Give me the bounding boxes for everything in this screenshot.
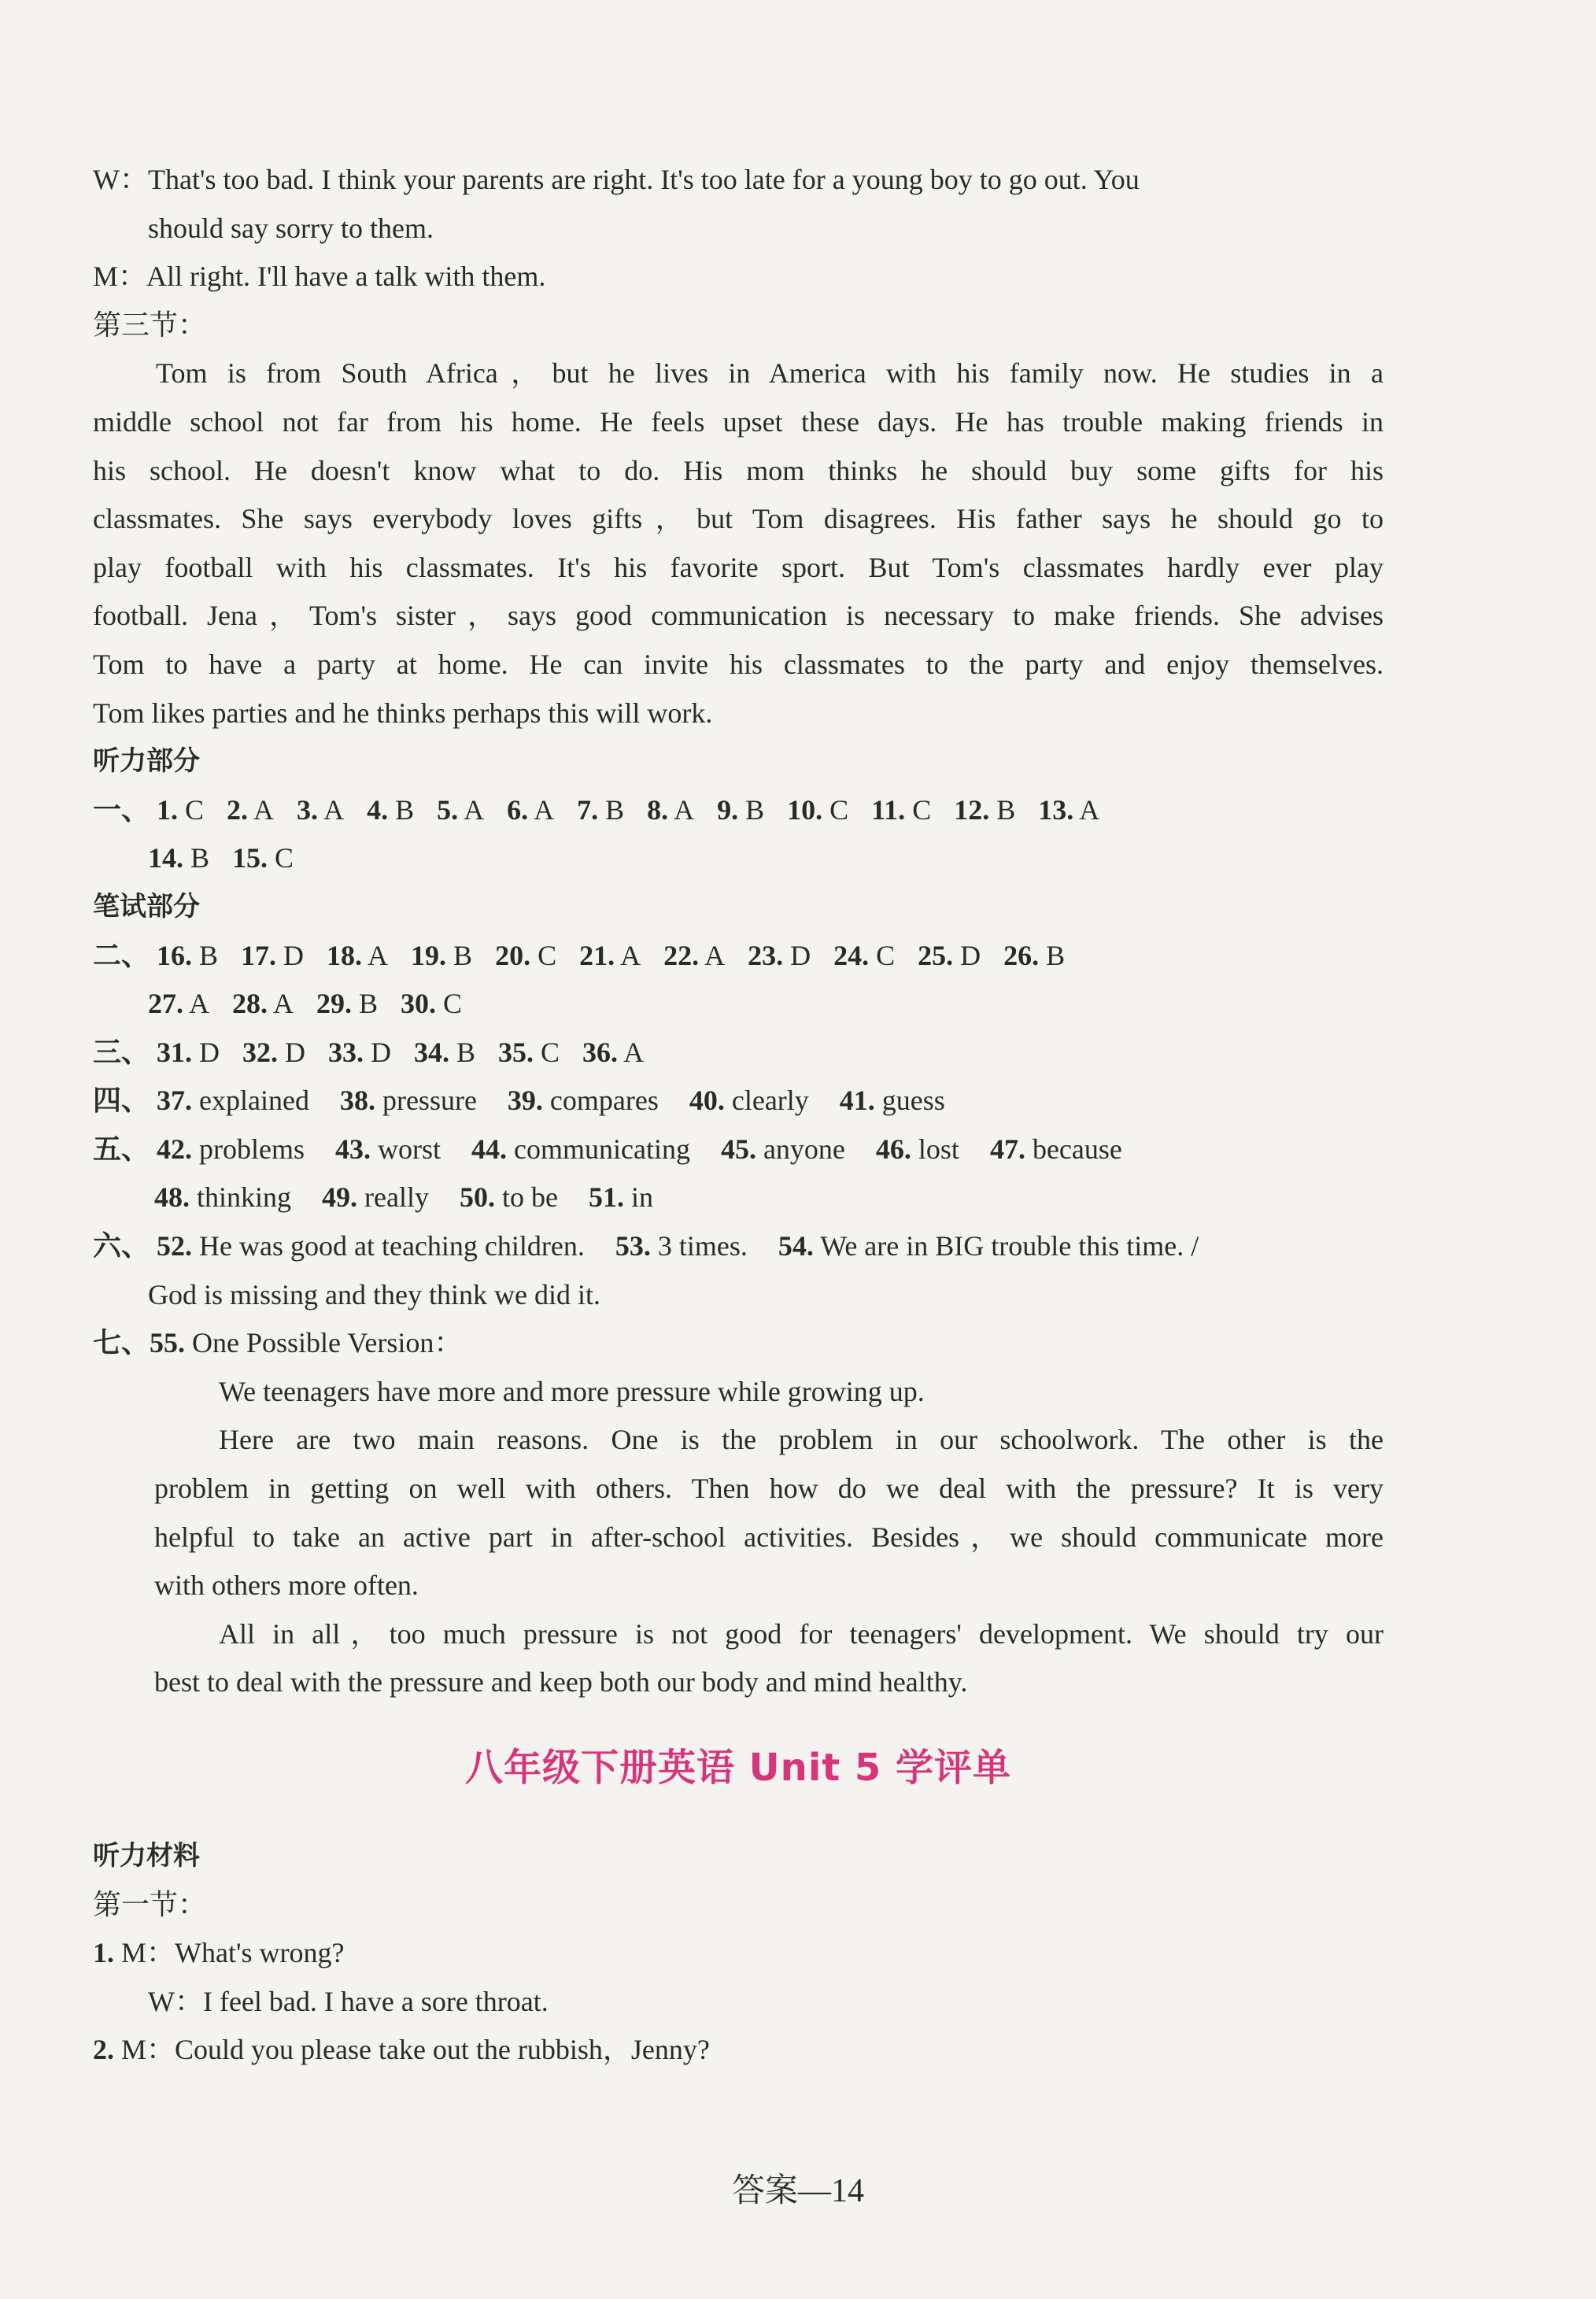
answer-item: 9. B bbox=[717, 793, 765, 826]
composition-line: best to deal with the pressure and keep both our body and mind healthy. bbox=[154, 1666, 968, 1698]
answer-item: 16. B bbox=[157, 939, 219, 971]
answer-item: 46. lost bbox=[875, 1133, 959, 1165]
section-label: 第一节： bbox=[93, 1888, 207, 1920]
answer-item: 41. guess bbox=[839, 1085, 945, 1117]
answer-item: 40. clearly bbox=[689, 1085, 809, 1117]
page-footer: 答案—14 bbox=[731, 2173, 864, 2209]
answer-item: 48. thinking bbox=[154, 1181, 292, 1214]
answer-item: 33. D bbox=[328, 1036, 392, 1068]
dialogue-text: That's too bad. I think your parents are right. It's too late for a young boy to go out. You bbox=[147, 164, 1140, 195]
answer-row bbox=[93, 980, 1384, 1029]
answer-item: 19. B bbox=[411, 939, 473, 971]
part-label: 六、 bbox=[93, 1230, 150, 1262]
passage-line: classmates. She says everybody loves gifts，but Tom disagrees. His father says he should go to bbox=[93, 503, 1384, 535]
answer-item: 12. B bbox=[954, 793, 1016, 826]
answer-item: 14. B bbox=[148, 842, 210, 874]
dialogue-text: M：What's wrong? bbox=[121, 1937, 345, 1969]
answer-item: 36. A bbox=[582, 1036, 645, 1068]
speaker: M： bbox=[93, 261, 147, 293]
composition-line: Here are two main reasons. One is the problem in our schoolwork. The other is the bbox=[219, 1424, 1384, 1456]
answer-item: 18. A bbox=[327, 939, 389, 971]
answer-item: 25. D bbox=[918, 939, 981, 971]
answer-item: 8. A bbox=[647, 793, 695, 826]
answer-item: 42. problems bbox=[157, 1133, 305, 1165]
composition-line: All in all，too much pressure is not good for teenagers' development. We should try our bbox=[219, 1617, 1384, 1650]
composition-heading: One Possible Version： bbox=[192, 1327, 463, 1359]
answer-item: 44. communicating bbox=[471, 1133, 690, 1165]
answer-row bbox=[93, 1319, 1384, 1368]
answer-item: 49. really bbox=[322, 1181, 429, 1214]
answer-row bbox=[93, 1222, 1384, 1271]
answer-item: 13. A bbox=[1038, 793, 1100, 826]
answer-item: 52. He was good at teaching children. bbox=[157, 1230, 585, 1262]
composition-line: with others more often. bbox=[154, 1569, 419, 1602]
answer-item: 45. anyone bbox=[720, 1133, 845, 1165]
listening-part-heading: 听力部分 bbox=[93, 745, 200, 778]
dialogue-line bbox=[93, 205, 1384, 253]
answer-item: 50. to be bbox=[459, 1181, 558, 1214]
answer-item: 51. in bbox=[588, 1181, 653, 1214]
answer-row bbox=[93, 1029, 1384, 1077]
answer-item: 28. A bbox=[232, 988, 294, 1020]
answer-item: 3. A bbox=[297, 793, 345, 826]
answer-row bbox=[93, 1125, 1384, 1174]
answer-item: 22. A bbox=[663, 939, 726, 971]
dialogue-text: All right. I'll have a talk with them. bbox=[146, 261, 546, 293]
listening-material-heading: 听力材料 bbox=[93, 1840, 200, 1872]
answer-item: 6. A bbox=[507, 793, 555, 826]
composition-line: We teenagers have more and more pressure while growing up. bbox=[219, 1375, 925, 1407]
answer-item: 43. worst bbox=[335, 1133, 441, 1165]
answer-item: 38. pressure bbox=[339, 1085, 477, 1117]
answer-row bbox=[93, 932, 1384, 981]
answer-item: 15. C bbox=[232, 842, 294, 874]
answer-item: 35. C bbox=[498, 1036, 560, 1068]
passage-line: Tom likes parties and he thinks perhaps this will work. bbox=[93, 697, 713, 729]
answer-item: 34. B bbox=[414, 1036, 476, 1068]
answer-item: 54. We are in BIG trouble this time. / bbox=[778, 1230, 1199, 1262]
composition-line: problem in getting on well with others. Then how do we deal with the pressure? It is very bbox=[154, 1473, 1384, 1505]
question-number: 2. bbox=[93, 2034, 114, 2066]
part-label: 一、 bbox=[93, 793, 150, 826]
question-line bbox=[93, 2026, 1384, 2075]
part-label: 七、 bbox=[93, 1327, 150, 1359]
part-label: 五、 bbox=[93, 1133, 150, 1165]
section-label: 第三节： bbox=[93, 309, 207, 341]
answer-item: 10. C bbox=[787, 793, 849, 826]
dialogue-text: M：Could you please take out the rubbish，Jenny? bbox=[121, 2034, 710, 2066]
answer-row bbox=[93, 1174, 1384, 1222]
composition-line: helpful to take an active part in after-school activities. Besides，we should communicate more bbox=[154, 1521, 1384, 1553]
passage-line: Tom to have a party at home. He can invite his classmates to the party and enjoy themselves. bbox=[93, 648, 1384, 680]
passage-line: Tom is from South Africa，but he lives in America with his family now. He studies in a bbox=[156, 357, 1384, 390]
question-number: 55. bbox=[150, 1327, 186, 1359]
answer-item: 23. D bbox=[748, 939, 811, 971]
passage-line: football. Jena，Tom's sister，says good communication is necessary to make friends. She advises bbox=[93, 600, 1384, 632]
answer-item: 27. A bbox=[148, 988, 210, 1020]
answer-item: 29. B bbox=[316, 988, 379, 1020]
passage-line: his school. He doesn't know what to do. His mom thinks he should buy some gifts for his bbox=[93, 454, 1384, 486]
question-line bbox=[93, 1929, 1384, 1978]
page-content bbox=[93, 156, 1384, 2075]
answer-item: 31. D bbox=[157, 1036, 220, 1068]
answer-item: 21. A bbox=[579, 939, 641, 971]
answer-row bbox=[93, 786, 1384, 835]
written-part-heading: 笔试部分 bbox=[93, 890, 200, 922]
passage-line: play football with his classmates. It's his favorite sport. But Tom's classmates hardly ever play bbox=[93, 551, 1384, 583]
answer-item: 7. B bbox=[577, 793, 625, 826]
part-label: 四、 bbox=[93, 1085, 150, 1117]
answer-continuation: God is missing and they think we did it. bbox=[148, 1278, 600, 1310]
answer-item: 26. B bbox=[1003, 939, 1066, 971]
answer-row bbox=[93, 1077, 1384, 1125]
answer-item: 39. compares bbox=[507, 1085, 659, 1117]
answer-item: 47. because bbox=[989, 1133, 1122, 1165]
answer-item: 37. explained bbox=[157, 1085, 309, 1117]
answer-row bbox=[93, 834, 1384, 883]
dialogue-line bbox=[93, 156, 1384, 205]
answer-item: 4. B bbox=[367, 793, 415, 826]
dialogue-line bbox=[93, 253, 1384, 301]
dialogue-text: should say sorry to them. bbox=[148, 212, 434, 244]
unit-title: 八年级下册英语 Unit 5 学评单 bbox=[464, 1746, 1012, 1790]
answer-item: 20. C bbox=[495, 939, 557, 971]
answer-item: 1. C bbox=[157, 793, 205, 826]
answer-item: 30. C bbox=[401, 988, 463, 1020]
answer-item: 17. D bbox=[241, 939, 305, 971]
speaker: W： bbox=[93, 164, 148, 195]
answer-item: 53. 3 times. bbox=[615, 1230, 748, 1262]
answer-item: 5. A bbox=[437, 793, 485, 826]
answer-item: 32. D bbox=[242, 1036, 306, 1068]
answer-item: 2. A bbox=[227, 793, 275, 826]
passage-line: middle school not far from his home. He feels upset these days. He has trouble making friends in bbox=[93, 405, 1384, 438]
part-label: 三、 bbox=[93, 1036, 150, 1068]
answer-item: 11. C bbox=[871, 793, 932, 826]
question-number: 1. bbox=[93, 1937, 114, 1969]
dialogue-line: W：I feel bad. I have a sore throat. bbox=[148, 1985, 549, 2017]
answer-item: 24. C bbox=[833, 939, 896, 971]
part-label: 二、 bbox=[93, 939, 150, 971]
